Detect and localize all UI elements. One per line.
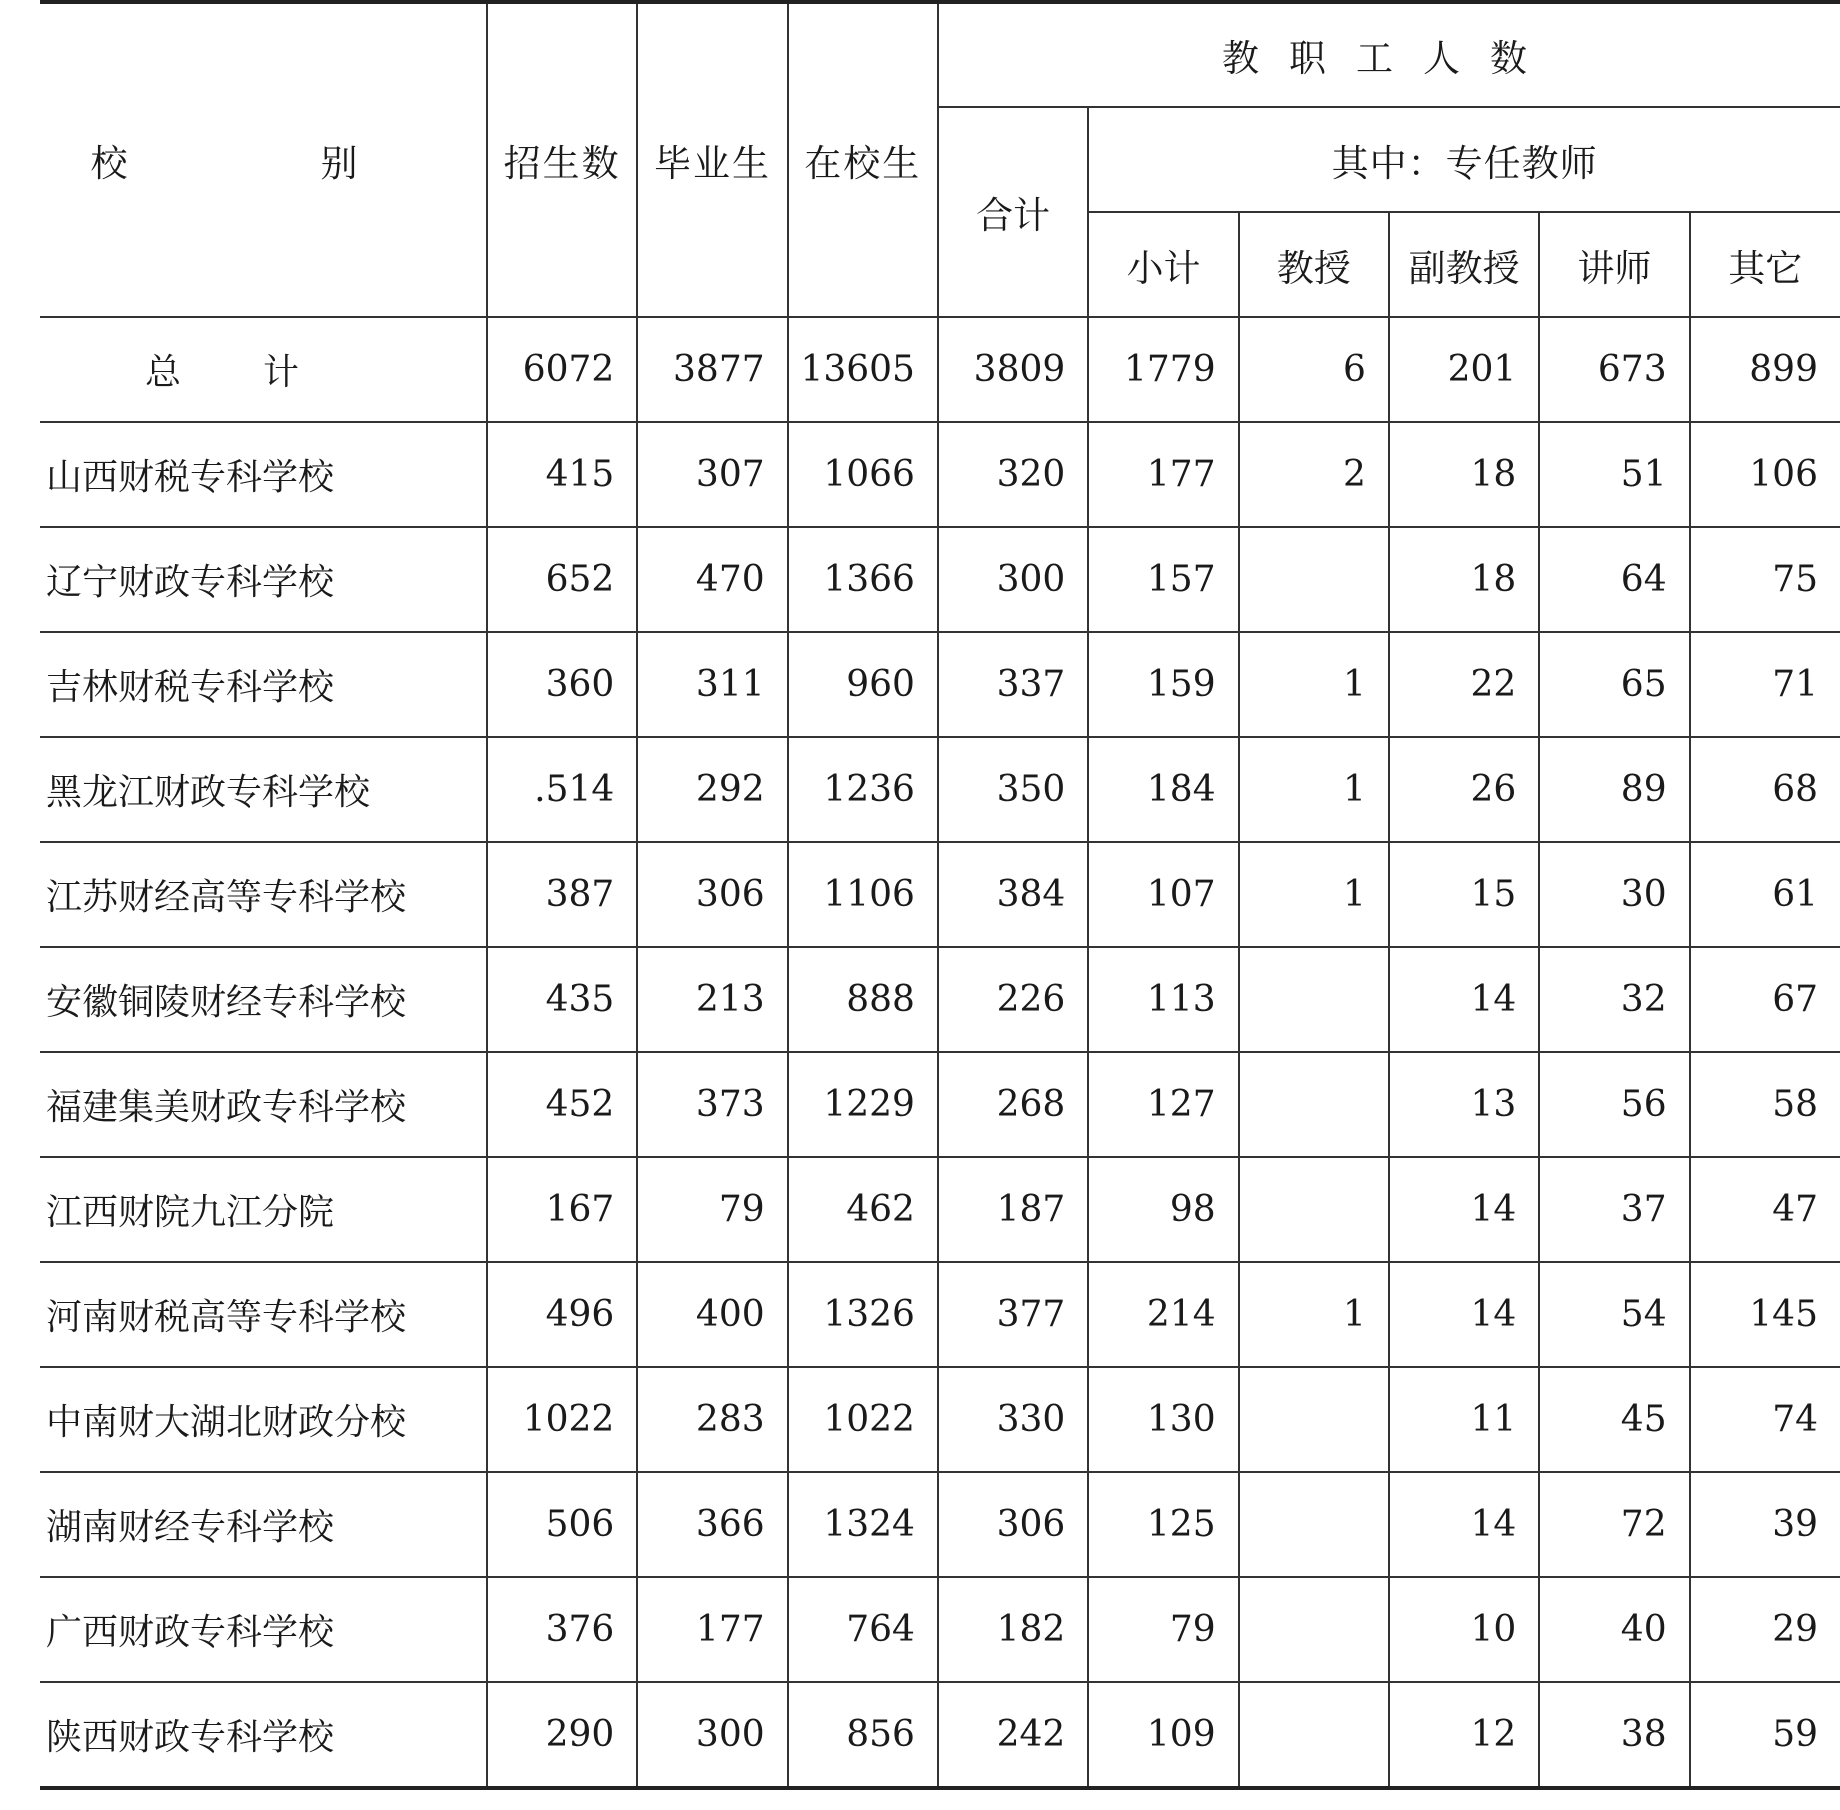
subtotal-cell: 113 xyxy=(1088,947,1238,1052)
subtotal-cell: 184 xyxy=(1088,737,1238,842)
school-name-cell: 黑龙江财政专科学校 xyxy=(40,737,487,842)
lecturer-cell: 38 xyxy=(1539,1682,1689,1788)
school-name-cell: 广西财政专科学校 xyxy=(40,1577,487,1682)
table-row xyxy=(40,1052,1840,1157)
subtotal-cell: 157 xyxy=(1088,527,1238,632)
graduates-cell: 79 xyxy=(637,1157,787,1262)
students-cell: 1022 xyxy=(788,1367,938,1472)
associate-professor-cell: 14 xyxy=(1389,947,1539,1052)
school-name-cell: 安徽铜陵财经专科学校 xyxy=(40,947,487,1052)
staff-total-cell: 320 xyxy=(938,422,1088,527)
subtotal-cell: 1779 xyxy=(1088,317,1238,422)
lecturer-cell: 65 xyxy=(1539,632,1689,737)
school-name-cell: 江西财院九江分院 xyxy=(40,1157,487,1262)
graduates-cell: 300 xyxy=(637,1682,787,1788)
students-cell: 1066 xyxy=(788,422,938,527)
staff-total-cell: 300 xyxy=(938,527,1088,632)
lecturer-cell: 54 xyxy=(1539,1262,1689,1367)
staff-total-cell: 226 xyxy=(938,947,1088,1052)
lecturer-cell: 89 xyxy=(1539,737,1689,842)
other-cell: 39 xyxy=(1690,1472,1840,1577)
staff-total-cell: 187 xyxy=(938,1157,1088,1262)
professor-cell xyxy=(1239,1052,1389,1157)
table-header xyxy=(40,2,1840,317)
school-name-cell: 总计 xyxy=(40,317,487,422)
school-name-cell: 河南财税高等专科学校 xyxy=(40,1262,487,1367)
staff-total-cell: 3809 xyxy=(938,317,1088,422)
graduates-cell: 213 xyxy=(637,947,787,1052)
professor-cell xyxy=(1239,1367,1389,1472)
other-cell: 71 xyxy=(1690,632,1840,737)
header-professor: 教授 xyxy=(1239,212,1389,317)
students-cell: 1229 xyxy=(788,1052,938,1157)
staff-total-cell: 330 xyxy=(938,1367,1088,1472)
school-name-cell: 福建集美财政专科学校 xyxy=(40,1052,487,1157)
other-cell: 74 xyxy=(1690,1367,1840,1472)
lecturer-cell: 32 xyxy=(1539,947,1689,1052)
students-cell: 1324 xyxy=(788,1472,938,1577)
lecturer-cell: 30 xyxy=(1539,842,1689,947)
lecturer-cell: 51 xyxy=(1539,422,1689,527)
students-cell: 888 xyxy=(788,947,938,1052)
subtotal-cell: 125 xyxy=(1088,1472,1238,1577)
students-cell: 856 xyxy=(788,1682,938,1788)
students-cell: 1366 xyxy=(788,527,938,632)
staff-total-cell: 182 xyxy=(938,1577,1088,1682)
school-name-cell: 湖南财经专科学校 xyxy=(40,1472,487,1577)
professor-cell: 1 xyxy=(1239,842,1389,947)
table-row xyxy=(40,1367,1840,1472)
table-row xyxy=(40,1577,1840,1682)
staff-total-cell: 377 xyxy=(938,1262,1088,1367)
associate-professor-cell: 10 xyxy=(1389,1577,1539,1682)
other-cell: 68 xyxy=(1690,737,1840,842)
lecturer-cell: 45 xyxy=(1539,1367,1689,1472)
graduates-cell: 306 xyxy=(637,842,787,947)
graduates-cell: 470 xyxy=(637,527,787,632)
subtotal-cell: 177 xyxy=(1088,422,1238,527)
graduates-cell: 373 xyxy=(637,1052,787,1157)
professor-cell xyxy=(1239,1577,1389,1682)
other-cell: 61 xyxy=(1690,842,1840,947)
table-row-total xyxy=(40,317,1840,422)
lecturer-cell: 40 xyxy=(1539,1577,1689,1682)
table-row xyxy=(40,1262,1840,1367)
students-cell: 1326 xyxy=(788,1262,938,1367)
enrollment-cell: 1022 xyxy=(487,1367,637,1472)
other-cell: 106 xyxy=(1690,422,1840,527)
header-staff-total: 合计 xyxy=(938,107,1088,317)
statistics-table-page xyxy=(40,0,1840,1790)
school-name-cell: 辽宁财政专科学校 xyxy=(40,527,487,632)
professor-cell xyxy=(1239,1472,1389,1577)
enrollment-cell: 435 xyxy=(487,947,637,1052)
professor-cell: 2 xyxy=(1239,422,1389,527)
header-other: 其它 xyxy=(1690,212,1840,317)
table-row xyxy=(40,1157,1840,1262)
associate-professor-cell: 14 xyxy=(1389,1262,1539,1367)
associate-professor-cell: 12 xyxy=(1389,1682,1539,1788)
subtotal-cell: 214 xyxy=(1088,1262,1238,1367)
subtotal-cell: 159 xyxy=(1088,632,1238,737)
enrollment-cell: 290 xyxy=(487,1682,637,1788)
associate-professor-cell: 11 xyxy=(1389,1367,1539,1472)
enrollment-cell: 652 xyxy=(487,527,637,632)
professor-cell: 1 xyxy=(1239,1262,1389,1367)
enrollment-cell: 506 xyxy=(487,1472,637,1577)
subtotal-cell: 79 xyxy=(1088,1577,1238,1682)
associate-professor-cell: 201 xyxy=(1389,317,1539,422)
table-body xyxy=(40,317,1840,1788)
associate-professor-cell: 15 xyxy=(1389,842,1539,947)
professor-cell xyxy=(1239,527,1389,632)
lecturer-cell: 673 xyxy=(1539,317,1689,422)
header-school: 校 别 xyxy=(40,2,487,317)
other-cell: 75 xyxy=(1690,527,1840,632)
lecturer-cell: 72 xyxy=(1539,1472,1689,1577)
subtotal-cell: 130 xyxy=(1088,1367,1238,1472)
lecturer-cell: 37 xyxy=(1539,1157,1689,1262)
professor-cell: 6 xyxy=(1239,317,1389,422)
subtotal-cell: 127 xyxy=(1088,1052,1238,1157)
associate-professor-cell: 14 xyxy=(1389,1157,1539,1262)
subtotal-cell: 109 xyxy=(1088,1682,1238,1788)
graduates-cell: 177 xyxy=(637,1577,787,1682)
enrollment-cell: 360 xyxy=(487,632,637,737)
header-graduates: 毕业生 xyxy=(637,2,787,317)
school-statistics-table xyxy=(40,0,1840,1790)
staff-total-cell: 384 xyxy=(938,842,1088,947)
graduates-cell: 307 xyxy=(637,422,787,527)
header-enrollment: 招生数 xyxy=(487,2,637,317)
professor-cell: 1 xyxy=(1239,737,1389,842)
other-cell: 29 xyxy=(1690,1577,1840,1682)
enrollment-cell: 387 xyxy=(487,842,637,947)
other-cell: 47 xyxy=(1690,1157,1840,1262)
lecturer-cell: 64 xyxy=(1539,527,1689,632)
professor-cell xyxy=(1239,1682,1389,1788)
other-cell: 145 xyxy=(1690,1262,1840,1367)
enrollment-cell: 6072 xyxy=(487,317,637,422)
staff-total-cell: 306 xyxy=(938,1472,1088,1577)
staff-total-cell: 337 xyxy=(938,632,1088,737)
other-cell: 899 xyxy=(1690,317,1840,422)
enrollment-cell: 496 xyxy=(487,1262,637,1367)
enrollment-cell: 415 xyxy=(487,422,637,527)
header-staff-group: 教职工人数 xyxy=(938,2,1840,107)
header-teachers-group: 其中：专任教师 xyxy=(1088,107,1840,212)
school-name-cell: 吉林财税专科学校 xyxy=(40,632,487,737)
associate-professor-cell: 22 xyxy=(1389,632,1539,737)
staff-total-cell: 268 xyxy=(938,1052,1088,1157)
associate-professor-cell: 14 xyxy=(1389,1472,1539,1577)
enrollment-cell: 376 xyxy=(487,1577,637,1682)
associate-professor-cell: 26 xyxy=(1389,737,1539,842)
table-row xyxy=(40,842,1840,947)
enrollment-cell: 452 xyxy=(487,1052,637,1157)
graduates-cell: 311 xyxy=(637,632,787,737)
graduates-cell: 366 xyxy=(637,1472,787,1577)
table-row xyxy=(40,1682,1840,1788)
table-row xyxy=(40,632,1840,737)
school-name-cell: 中南财大湖北财政分校 xyxy=(40,1367,487,1472)
students-cell: 1106 xyxy=(788,842,938,947)
header-subtotal: 小计 xyxy=(1088,212,1238,317)
students-cell: 13605 xyxy=(788,317,938,422)
table-row xyxy=(40,947,1840,1052)
header-students: 在校生 xyxy=(788,2,938,317)
other-cell: 67 xyxy=(1690,947,1840,1052)
graduates-cell: 283 xyxy=(637,1367,787,1472)
header-associate-professor: 副教授 xyxy=(1389,212,1539,317)
graduates-cell: 292 xyxy=(637,737,787,842)
associate-professor-cell: 18 xyxy=(1389,422,1539,527)
school-name-cell: 山西财税专科学校 xyxy=(40,422,487,527)
other-cell: 58 xyxy=(1690,1052,1840,1157)
enrollment-cell: 167 xyxy=(487,1157,637,1262)
students-cell: 960 xyxy=(788,632,938,737)
table-row xyxy=(40,737,1840,842)
staff-total-cell: 350 xyxy=(938,737,1088,842)
students-cell: 462 xyxy=(788,1157,938,1262)
table-row xyxy=(40,1472,1840,1577)
other-cell: 59 xyxy=(1690,1682,1840,1788)
associate-professor-cell: 13 xyxy=(1389,1052,1539,1157)
associate-professor-cell: 18 xyxy=(1389,527,1539,632)
table-row xyxy=(40,527,1840,632)
students-cell: 764 xyxy=(788,1577,938,1682)
professor-cell xyxy=(1239,1157,1389,1262)
graduates-cell: 400 xyxy=(637,1262,787,1367)
school-name-cell: 陕西财政专科学校 xyxy=(40,1682,487,1788)
students-cell: 1236 xyxy=(788,737,938,842)
staff-total-cell: 242 xyxy=(938,1682,1088,1788)
professor-cell: 1 xyxy=(1239,632,1389,737)
enrollment-cell: .514 xyxy=(487,737,637,842)
professor-cell xyxy=(1239,947,1389,1052)
subtotal-cell: 98 xyxy=(1088,1157,1238,1262)
header-lecturer: 讲师 xyxy=(1539,212,1689,317)
table-row xyxy=(40,422,1840,527)
school-name-cell: 江苏财经高等专科学校 xyxy=(40,842,487,947)
subtotal-cell: 107 xyxy=(1088,842,1238,947)
graduates-cell: 3877 xyxy=(637,317,787,422)
lecturer-cell: 56 xyxy=(1539,1052,1689,1157)
